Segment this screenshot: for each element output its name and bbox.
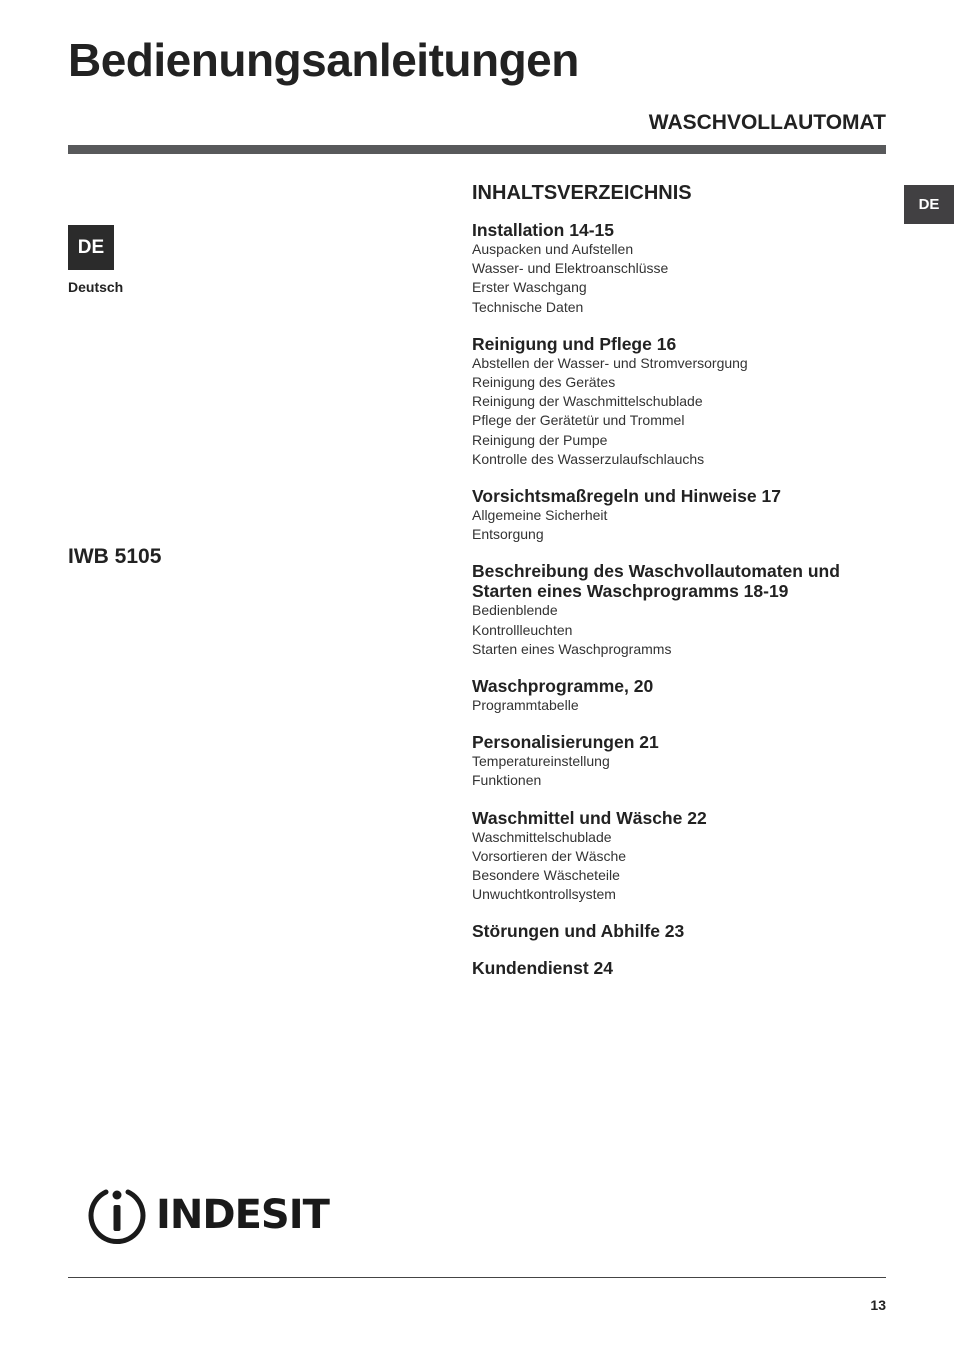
- brand-wordmark: INDESIT: [156, 1192, 329, 1238]
- table-of-contents: [472, 178, 892, 995]
- page-number: 13: [870, 1297, 886, 1313]
- toc-section: [472, 486, 892, 544]
- toc-item[interactable]: Bedienblende: [472, 602, 558, 619]
- toc-item[interactable]: Funktionen: [472, 772, 542, 789]
- toc-item[interactable]: Reinigung der Pumpe: [472, 431, 608, 448]
- toc-section: [472, 220, 892, 317]
- toc-section: [472, 808, 892, 905]
- page-title: Bedienungsanleitungen: [68, 34, 579, 86]
- toc-item[interactable]: Pflege der Gerätetür und Trommel: [472, 412, 685, 429]
- toc-item[interactable]: Technische Daten: [472, 298, 584, 315]
- toc-item[interactable]: Waschmittelschublade: [472, 828, 612, 845]
- toc-item[interactable]: Erster Waschgang: [472, 279, 587, 296]
- toc-section-title[interactable]: Beschreibung des Waschvollautomaten und Starten eines Waschprogramms 18-19: [472, 561, 840, 602]
- toc-item[interactable]: Temperatureinstellung: [472, 753, 610, 770]
- toc-sections: [472, 220, 892, 978]
- toc-item[interactable]: Unwuchtkontrollsystem: [472, 886, 616, 903]
- language-name: Deutsch: [68, 279, 124, 295]
- toc-item[interactable]: Entsorgung: [472, 526, 544, 543]
- toc-item[interactable]: Kontrollleuchten: [472, 621, 573, 638]
- toc-item[interactable]: Allgemeine Sicherheit: [472, 507, 608, 524]
- toc-section-title[interactable]: Installation 14-15: [472, 220, 614, 240]
- product-type-subtitle: WASCHVOLLAUTOMAT: [648, 111, 886, 134]
- toc-item[interactable]: Abstellen der Wasser- und Stromversorgung: [472, 354, 748, 371]
- toc-section: [472, 921, 892, 941]
- toc-item[interactable]: Reinigung des Gerätes: [472, 374, 616, 391]
- toc-section-title[interactable]: Waschmittel und Wäsche 22: [472, 807, 707, 828]
- toc-section-title[interactable]: Störungen und Abhilfe 23: [472, 921, 685, 942]
- toc-section: [472, 561, 892, 659]
- toc-section-title[interactable]: Kundendienst 24: [472, 958, 613, 979]
- header-divider: [68, 145, 886, 154]
- toc-item[interactable]: Besondere Wäscheteile: [472, 867, 620, 884]
- toc-item[interactable]: Wasser- und Elektroanschlüsse: [472, 260, 669, 277]
- toc-section-title[interactable]: Reinigung und Pflege 16: [472, 333, 677, 354]
- toc-section-title[interactable]: Personalisierungen 21: [472, 732, 659, 753]
- toc-section: [472, 732, 892, 790]
- toc-section-title[interactable]: Waschprogramme, 20: [472, 676, 654, 697]
- toc-item[interactable]: Reinigung der Waschmittelschublade: [472, 393, 703, 410]
- toc-item[interactable]: Kontrolle des Wasserzulaufschlauchs: [472, 450, 705, 467]
- toc-item[interactable]: Programmtabelle: [472, 697, 579, 714]
- toc-item[interactable]: Auspacken und Aufstellen: [472, 241, 634, 257]
- toc-section: [472, 334, 892, 469]
- toc-item[interactable]: Starten eines Waschprogramms: [472, 640, 672, 657]
- toc-heading: INHALTSVERZEICHNIS: [472, 182, 692, 204]
- footer-divider: [68, 1277, 886, 1278]
- language-badge: DE: [68, 225, 114, 270]
- language-side-tab[interactable]: DE: [904, 185, 954, 224]
- toc-item[interactable]: Vorsortieren der Wäsche: [472, 847, 627, 864]
- indesit-i-logo-icon: [86, 1185, 148, 1245]
- brand-logo: [86, 1185, 329, 1245]
- toc-section: [472, 958, 892, 978]
- toc-section: [472, 676, 892, 715]
- toc-section-title[interactable]: Vorsichtsmaßregeln und Hinweise 17: [472, 486, 781, 507]
- model-number: IWB 5105: [68, 545, 162, 568]
